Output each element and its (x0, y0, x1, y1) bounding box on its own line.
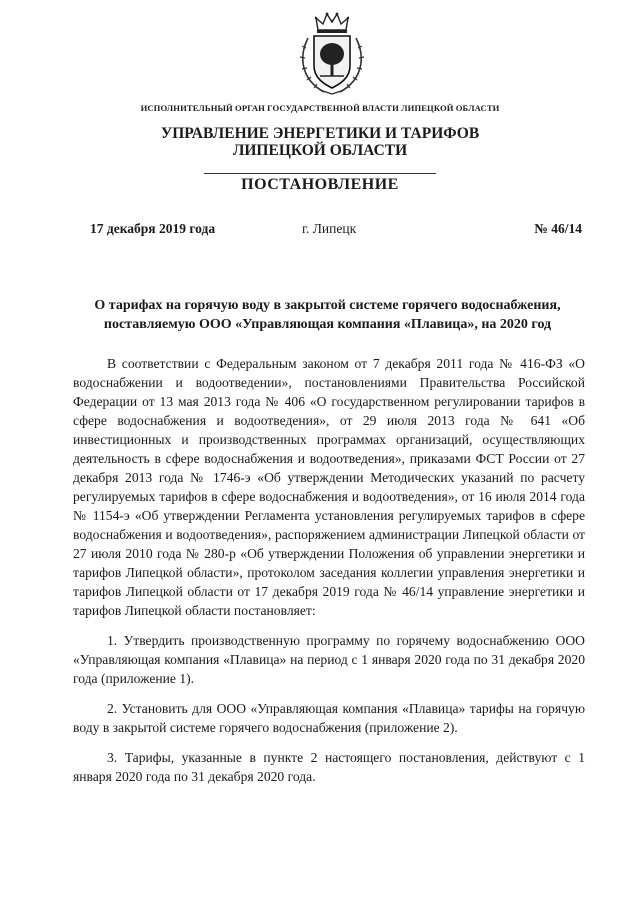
department-name-line2: ЛИПЕЦКОЙ ОБЛАСТИ (232, 142, 408, 159)
resolution-item-3: 3. Тарифы, указанные в пункте 2 настоящего постановления, действуют с 1 января 2020 года по 31 декабря 2020 года. (73, 750, 585, 784)
resolution-item-2: 2. Установить для ООО «Управляющая компания «Плавица» тарифы на горячую воду в закрытой системе горячего водоснабжения (приложение 2). (73, 701, 585, 735)
header-divider (204, 173, 436, 174)
document-type: ПОСТАНОВЛЕНИЕ (241, 176, 399, 193)
subject-line2: поставляемую ООО «Управляющая компания «Плавица», на 2020 год (103, 317, 552, 332)
preamble-paragraph: В соответствии с Федеральным законом от 7 декабря 2011 года № 416-ФЗ «О водоснабжении и водоотведении», постановлениями Правительства Российской Федерации от 13 мая 2013 года № 406 «О государственном регулировании тарифов в сфере водоснабжения и водоотведения», от 29 июля 2013 года № 641 «Об инвестиционных и производственных программах организаций, осуществляющих деятельность в сфере водоснабжения и водоотведения», приказами ФСТ России от 27 декабря 2013 года № 1746-э «Об утверждении Методических указаний по расчету регулируемых тарифов в сфере водоснабжения и водоотведения», от 16 июля 2014 года № 1154-э «Об утверждении Регламента установления регулируемых тарифов в сфере водоснабжения и водоотведения», распоряжением администрации Липецкой области от 27 июля 2010 года № 280-р «Об утверждении Положения об управлении энергетики и тарифов Липецкой области», протоколом заседания коллегии управления энергетики и тарифов Липецкой области от 17 декабря 2019 года № 46/14 управление энергетики и тарифов Липецкой области постановляет: (73, 356, 585, 618)
department-name-line1: УПРАВЛЕНИЕ ЭНЕРГЕТИКИ И ТАРИФОВ (160, 125, 480, 142)
subject-line1: О тарифах на горячую воду в закрытой системе горячего водоснабжения, (94, 298, 561, 313)
resolution-item-1: 1. Утвердить производственную программу по горячему водоснабжению ООО «Управляющая компания «Плавица» на период с 1 января 2020 года по 31 декабря 2020 года (приложение 1). (73, 633, 585, 686)
department-name (0, 125, 640, 159)
authority-name: ИСПОЛНИТЕЛЬНЫЙ ОРГАН ГОСУДАРСТВЕННОЙ ВЛАСТИ ЛИПЕЦКОЙ ОБЛАСТИ (140, 103, 500, 113)
document-city: г. Липецк (302, 221, 357, 236)
document-date: 17 декабря 2019 года (90, 221, 216, 236)
document-body (73, 354, 585, 786)
coat-of-arms-icon (294, 10, 370, 96)
document-number: № 46/14 (534, 221, 582, 236)
document-subject (70, 296, 585, 334)
